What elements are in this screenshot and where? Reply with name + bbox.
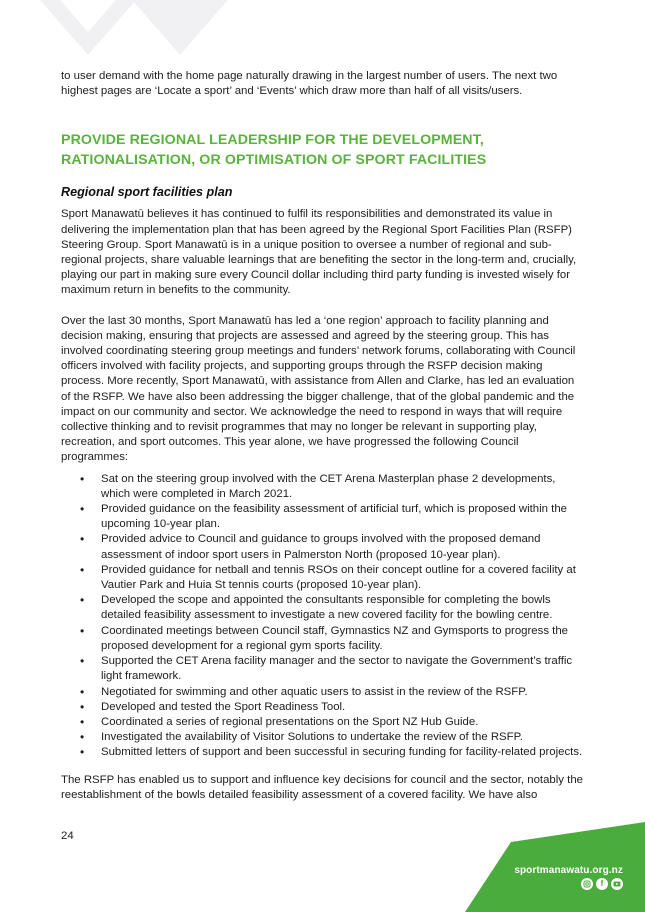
- list-item: • Provided guidance for netball and tennis RSOs on their concept outline for a covered facility at Vautier Park and Huia St tennis courts (proposed 10-year plan).: [61, 563, 583, 593]
- footer-url[interactable]: sportmanawatu.org.nz: [514, 865, 623, 876]
- intro-paragraph: to user demand with the home page naturally drawing in the largest number of users. The next two highest pages are ‘Locate a sport’ and ‘Events’ which draw more than half of all visits/users.: [61, 70, 558, 98]
- subheading: Regional sport facilities plan: [61, 185, 233, 200]
- body-paragraph: Over the last 30 months, Sport Manawatū has led a ‘one region’ approach to facility planning and decision making, ensuring that projects are assessed and agreed by the steering group. This has involved coordinating steering group meetings and funders’ network forums, collaborating with Council officers involved with facility projects, and supporting groups through the RSFP decision making process. More recently, Sport Manawatū, with assistance from Allen and Clarke, has led an evaluation of the RSFP. We have also been addressing the bigger challenge, that of the global pandemic and the impact on our community and sector. We acknowledge the need to respond in ways that will require collective thinking and to revisit programmes that may no longer be relevant in supporting play, recreation, and sport outcomes. This year alone, we have progressed the following Council programmes:: [61, 314, 576, 464]
- list-item: • Provided advice to Council and guidance to groups involved with the proposed demand assessment of indoor sport users in Palmerston North (proposed 10-year plan).: [61, 532, 583, 562]
- youtube-icon[interactable]: [611, 878, 623, 890]
- list-item: • Coordinated a series of regional presentations on the Sport NZ Hub Guide.: [61, 715, 583, 730]
- section-heading: PROVIDE REGIONAL LEADERSHIP FOR THE DEVELOPMENT, RATIONALISATION, OR OPTIMISATION OF SPORT FACILITIES: [61, 132, 487, 169]
- header-chevron-decoration: [40, 0, 240, 60]
- list-item: • Developed and tested the Sport Readiness Tool.: [61, 700, 583, 715]
- list-item: • Developed the scope and appointed the consultants responsible for completing the bowls detailed feasibility assessment to investigate a new covered facility for the bowling centre.: [61, 593, 583, 623]
- list-item: • Submitted letters of support and been successful in securing funding for facility-related projects.: [61, 745, 583, 760]
- list-item: • Provided guidance on the feasibility assessment of artificial turf, which is proposed within the upcoming 10-year plan.: [61, 502, 583, 532]
- instagram-icon[interactable]: [581, 878, 593, 890]
- list-item: • Investigated the availability of Visitor Solutions to undertake the review of the RSFP.: [61, 730, 583, 745]
- list-item: • Negotiated for swimming and other aquatic users to assist in the review of the RSFP.: [61, 685, 583, 700]
- list-item: • Coordinated meetings between Council staff, Gymnastics NZ and Gymsports to progress the proposed development for a regional gym sports facility.: [61, 624, 583, 654]
- closing-paragraph: The RSFP has enabled us to support and influence key decisions for council and the sector, notably the reestablishment of the bowls detailed feasibility assessment of a covered facility. We have also: [61, 773, 583, 801]
- list-item: • Supported the CET Arena facility manager and the sector to navigate the Government’s traffic light framework.: [61, 654, 583, 684]
- page-content: [61, 69, 583, 818]
- facebook-icon[interactable]: f: [596, 878, 608, 890]
- programme-list: [61, 472, 583, 761]
- list-item: • Sat on the steering group involved with the CET Arena Masterplan phase 2 developments, which were completed in March 2021.: [61, 472, 583, 502]
- page-number: 24: [61, 830, 74, 842]
- body-paragraph: Sport Manawatū believes it has continued to fulfil its responsibilities and demonstrated its value in delivering the implementation plan that has been agreed by the Regional Sport Facilities Plan (RSFP) Steering Group. Sport Manawatū is in a unique position to oversee a number of regional and sub-regional projects, share valuable learnings that are benefiting the sector in the long-term and, crucially, playing our part in making sure every Council dollar including third party funding is invested wisely for maximum return in benefits to the community.: [61, 208, 577, 297]
- social-icons: [581, 878, 623, 890]
